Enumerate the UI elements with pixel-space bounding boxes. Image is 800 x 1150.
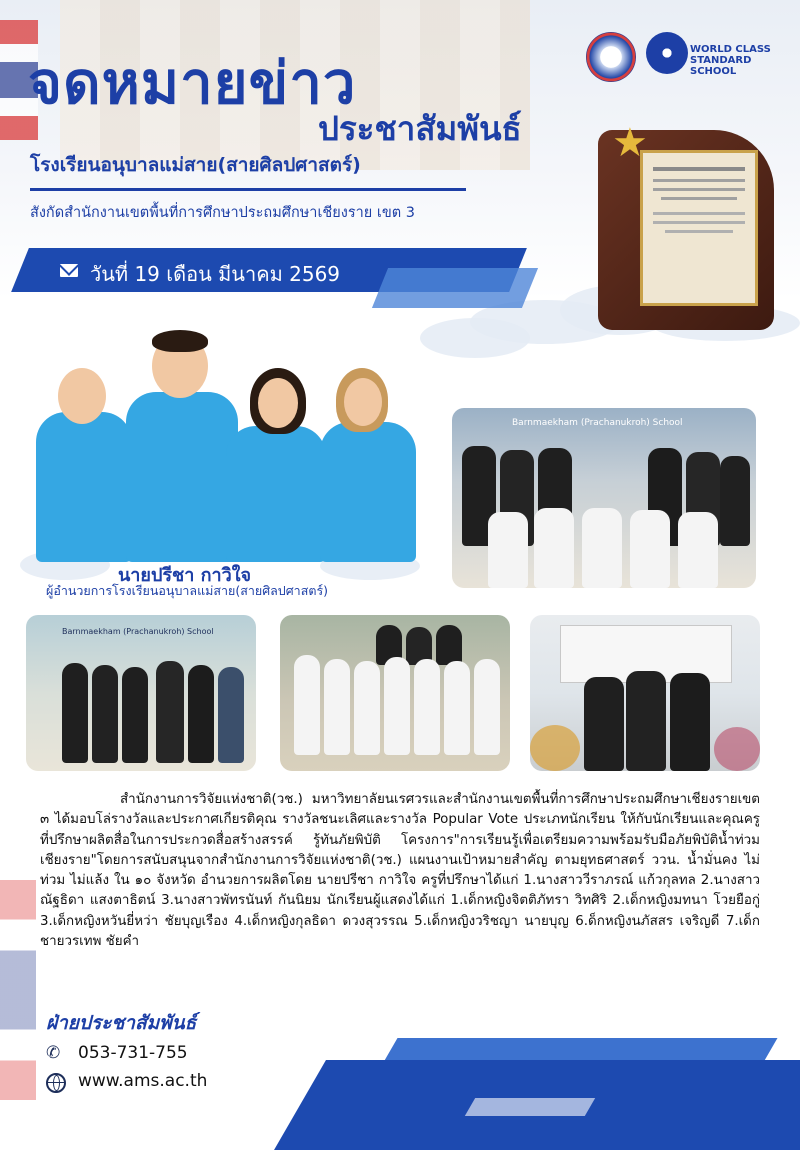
person-figure (62, 663, 88, 763)
footer-highlight (465, 1098, 595, 1116)
person-figure (122, 667, 148, 763)
staff-face (58, 368, 106, 424)
exhibition-photo (530, 615, 760, 771)
student-figure (582, 508, 622, 588)
staff-figure (320, 422, 416, 562)
website-link[interactable]: www.ams.ac.th (78, 1071, 208, 1091)
person-figure (156, 661, 184, 763)
person-figure (670, 673, 710, 771)
photo-banner-text: Barnmaekham (Prachanukroh) School (512, 418, 683, 428)
person-figure (92, 665, 118, 763)
person-figure (218, 667, 244, 763)
student-figure (294, 655, 320, 755)
star-icon: ★ (612, 120, 648, 166)
issue-date: วันที่ 19 เดือน มีนาคม 2569 (90, 262, 341, 286)
school-affiliation: สังกัดสำนักงานเขตพื้นที่การศึกษาประถมศึกษาเชียงราย เขต 3 (30, 205, 415, 221)
school-name: โรงเรียนอนุบาลแม่สาย(สายศิลปศาสตร์) (30, 154, 361, 176)
student-figure (630, 510, 670, 588)
student-figure (678, 512, 718, 588)
logo-text-line-2: STANDARD SCHOOL (690, 55, 752, 77)
flower-decoration (530, 725, 580, 771)
student-figure (414, 659, 440, 755)
page-title: จดหมายข่าว (28, 49, 357, 117)
student-figure (354, 661, 380, 755)
article-body (40, 790, 760, 952)
person-figure (720, 456, 750, 546)
person-figure (626, 671, 666, 771)
phone-icon: ✆ (46, 1043, 61, 1063)
students-with-award-photo (280, 615, 510, 771)
person-figure (436, 625, 462, 665)
mail-icon (60, 264, 78, 277)
person-figure (584, 677, 624, 771)
student-figure (534, 508, 574, 588)
staff-hair (152, 330, 208, 352)
student-figure (324, 659, 350, 755)
photo-banner-text: Barnmaekham (Prachanukroh) School (62, 627, 214, 636)
globe-icon (46, 1073, 66, 1093)
school-emblem-logo (586, 32, 636, 82)
staff-figure (36, 412, 132, 562)
staff-figure (226, 426, 326, 562)
world-class-logo-text (690, 44, 800, 77)
person-figure (188, 665, 214, 763)
student-figure (488, 512, 528, 588)
date-banner-accent (372, 268, 538, 308)
staff-figure (126, 392, 238, 562)
student-figure (444, 661, 470, 755)
student-figure (474, 659, 500, 755)
world-class-globe-logo (646, 32, 688, 74)
staff-group-photo (30, 330, 416, 562)
staff-face (344, 378, 382, 426)
phone-number[interactable]: 053-731-755 (78, 1043, 188, 1063)
cloud-decoration (420, 318, 530, 358)
flower-decoration (714, 727, 760, 771)
flag-stripe-decoration (0, 880, 36, 1100)
logo-text-line-1: WORLD CLASS (690, 44, 771, 55)
award-plaque-certificate (640, 150, 758, 306)
article-paragraph: สำนักงานการวิจัยแห่งชาติ(วช.) มหาวิทยาลัยนเรศวรและสำนักงานเขตพื้นที่การศึกษาประถมศึกษาเชียงรายเขต ๓ ได้มอบโล่รางวัลและประกาศเกียรติคุณ รางวัลชนะเลิศและรางวัล Popular Vote ประเภทนักเรียน ให้กับนักเรียนและคุณครูที่ปรึกษาผลิตสื่อในการประกวดสื่อสร้างสรรค์ รู้ทันภัยพิบัติ โครงการ"การเรียนรู้เพื่อเตรียมความพร้อมรับมือภัยพิบัติน้ำท่วมเชียงราย"โดยการสนับสนุนจากสำนักงานการวิจัยแห่งชาติ(วช.) แผนงานเป้าหมายสำคัญ ตามยุทธศาสตร์ ววน. น้ำมั่นคง ไม่ท่วม ไม่แล้ง ใน ๑๐ จังหวัด อำนวยการผลิตโดย นายปรีชา กาวิใจ ครูที่ปรึกษาได้แก่ 1.นางสาววีราภรณ์ แก้วกุลทล 2.นางสาวณัฐธิดา แสงตาธิตน์ 3.นางสาวพัทรนันท์ กันนิยม นักเรียนผู้แสดงได้แก่ 1.เด็กหญิงจิตติภัทรา วิทศิริ 2.เด็กหญิงมทนา โวยยือกู่ 3.เด็กหญิงหวันยี่หว่า ชัยบุญเรือง 4.เด็กหญิงกุลธิดา ดวงสุวรรณ 5.เด็กหญิงวริชญา นายบุญ 6.ด็กหญิงนภัสสร เจริญดี 7.เด็กชายวรเทพ ชัยคำ (40, 792, 760, 950)
principal-name: นายปรีชา กาวิใจ (118, 565, 252, 586)
page-subtitle: ประชาสัมพันธ์ (318, 109, 522, 148)
certificate-presentation-photo (26, 615, 256, 771)
department-name: ฝ่ายประชาสัมพันธ์ (46, 1012, 197, 1034)
student-figure (384, 657, 410, 755)
award-ceremony-photo (452, 408, 756, 588)
staff-face (258, 378, 298, 428)
header-divider (30, 188, 466, 191)
principal-role: ผู้อำนวยการโรงเรียนอนุบาลแม่สาย(สายศิลปศาสตร์) (46, 583, 329, 598)
